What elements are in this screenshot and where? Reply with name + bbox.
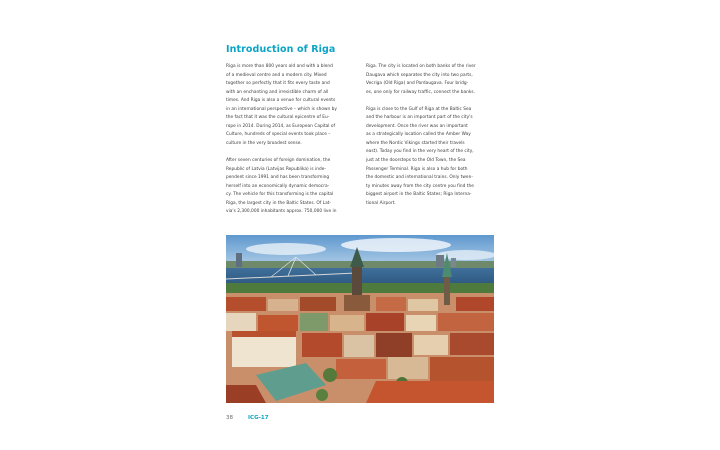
- text-line: culture in the very broadest sense.: [226, 140, 302, 146]
- text-line: Riga is close to the Gulf of Riga at the Baltic Sea: [366, 106, 472, 112]
- text-line: After seven centuries of foreign domination, the: [226, 158, 331, 164]
- text-line: via's 2,300,000 inhabitants approx. 750,000 live in: [226, 209, 337, 215]
- text-line: es, one only for railway traffic, connect the banks.: [366, 89, 476, 95]
- text-line: the fact that it was the cultural epicentre of Eu-: [226, 115, 330, 121]
- text-line: cy. The vehicle for this transforming is the capital: [226, 192, 334, 198]
- text-line: tional Airport.: [366, 200, 396, 206]
- left-paragraph-2: [226, 157, 364, 217]
- article-title: Introduction of Riga: [226, 44, 336, 55]
- text-line: Passenger Terminal. Riga is also a hub for both: [366, 166, 468, 172]
- left-paragraph-1: [226, 63, 364, 148]
- text-line: in an international perspective – which is shown by: [226, 106, 337, 112]
- text-line: and the harbour is an important part of the city's: [366, 115, 473, 121]
- text-line: with an enchanting and irresistible charm of all: [226, 89, 329, 95]
- text-line: development. Once the river was an important: [366, 123, 468, 129]
- right-paragraph-1: [366, 63, 504, 97]
- right-paragraph-2: [366, 106, 504, 209]
- text-line: of a medieval centre and a modern city. Mixed: [226, 72, 327, 78]
- text-line: herself into an economically dynamic democra-: [226, 183, 330, 189]
- text-line: Republic of Latvia (Latvijas Republika) is inde-: [226, 166, 326, 172]
- text-line: Daugava which separates the city into two parts,: [366, 72, 473, 78]
- text-line: together so perfectly that it fits every taste and: [226, 81, 330, 87]
- text-line: just at the doorsteps to the Old Town, the Sea: [366, 158, 466, 164]
- text-line: Riga, the largest city in the Baltic States. Of Lat-: [226, 200, 332, 206]
- document-code: ICG-17: [248, 415, 269, 421]
- text-line: rope in 2014. During 2014, as European Capital of: [226, 123, 336, 129]
- text-line: biggest airport in the Baltic States; Riga Interna-: [366, 192, 472, 198]
- paragraph-gap: [366, 97, 504, 106]
- text-line: as a strategically location called the Amber Way: [366, 132, 471, 138]
- right-column: [366, 63, 504, 208]
- text-line: Riga. The city is located on both banks of the river: [366, 64, 476, 69]
- text-line: Riga is more than 800 years old and with a blend: [226, 64, 333, 69]
- left-column: [226, 63, 364, 217]
- text-line: east). Today you find in the very heart of the city,: [366, 149, 474, 155]
- riga-aerial-photo: [226, 235, 494, 403]
- paragraph-gap: [226, 148, 364, 157]
- text-line: Culture, hundreds of special events took place –: [226, 132, 331, 138]
- text-line: times. And Riga is also a venue for cultural events: [226, 98, 336, 104]
- text-line: the domestic and international trains. Only twen-: [366, 175, 473, 181]
- text-line: where the Nordic Vikings started their travels: [366, 140, 465, 146]
- text-line: Vecriga (Old Riga) and Pardaugava. Four bridg-: [366, 81, 469, 87]
- text-line: ty minutes away from the city centre you find the: [366, 183, 474, 189]
- city-illustration: [226, 235, 494, 403]
- page-number: 38: [226, 415, 233, 421]
- text-line: pendent since 1991 and has been transforming: [226, 175, 330, 181]
